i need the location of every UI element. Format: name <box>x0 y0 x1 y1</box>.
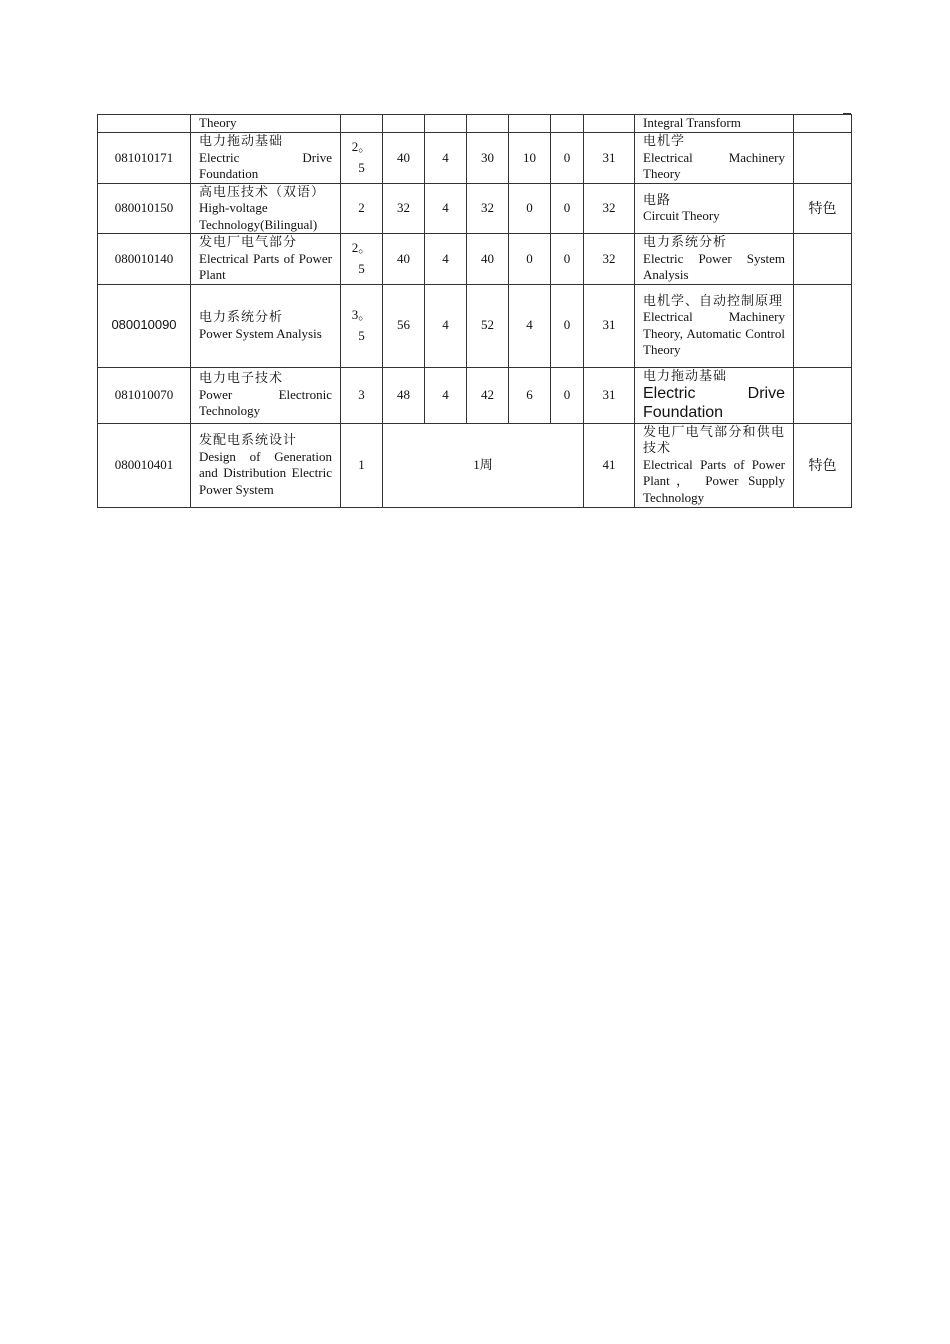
prereq-en: Circuit Theory <box>643 208 720 224</box>
lab-hours: 4 <box>509 284 551 367</box>
prereq-zh: 电机学、自动控制原理 <box>643 292 784 308</box>
practice-hours: 0 <box>551 284 584 367</box>
prereq-cell <box>635 133 794 184</box>
course-name-zh: 发电厂电气部分 <box>199 234 298 249</box>
practice-hours: 0 <box>551 183 584 234</box>
credit-cell <box>341 284 383 367</box>
semester: 31 <box>584 133 635 184</box>
code-cell <box>98 115 191 133</box>
table-row <box>98 234 852 285</box>
credit-cell <box>341 133 383 184</box>
credit-cell: 2 <box>341 183 383 234</box>
prereq-cell <box>635 423 794 507</box>
table-row <box>98 367 852 423</box>
semester: 31 <box>584 367 635 423</box>
credit-value-fraction: 5 <box>358 261 365 277</box>
prereq-zh: 电机学 <box>643 133 686 148</box>
course-code: 081010070 <box>98 367 191 423</box>
lecture-hours: 32 <box>467 183 509 234</box>
note-cell <box>794 234 852 285</box>
course-name-en: Electric Drive Foundation <box>199 149 332 181</box>
table-row <box>98 183 852 234</box>
practice-hours: 0 <box>551 133 584 184</box>
prereq-en: Integral Transform <box>643 115 741 131</box>
lecture-hours: 30 <box>467 133 509 184</box>
prereq-en: Electric Drive Foundation <box>643 385 785 421</box>
prereq-cell <box>635 234 794 285</box>
course-name-cell <box>191 133 341 184</box>
course-name-cell <box>191 284 341 367</box>
credit-value: 2。 <box>351 138 372 154</box>
course-name-en: Theory <box>199 115 237 131</box>
prereq-zh: 电路 <box>643 191 672 207</box>
practice-hours: 0 <box>551 234 584 285</box>
note-cell: 特色 <box>794 183 852 234</box>
prereq-cell <box>635 284 794 367</box>
course-name-zh: 电力电子技术 <box>199 370 284 386</box>
semester: 32 <box>584 183 635 234</box>
course-code: 080010401 <box>98 423 191 507</box>
course-table <box>97 114 852 508</box>
course-name-en: High-voltage Technology(Bilingual) <box>199 200 318 232</box>
table-row <box>98 423 852 507</box>
note-cell: 特色 <box>794 423 852 507</box>
total-hours: 40 <box>383 234 425 285</box>
prereq-zh: 发电厂电气部分和供电技术 <box>643 423 785 456</box>
course-name-cell <box>191 423 341 507</box>
table-row <box>98 284 852 367</box>
course-code: 081010171 <box>98 133 191 184</box>
course-name-zh: 电力系统分析 <box>199 309 284 324</box>
credit-value: 3。 <box>351 306 372 322</box>
semester: 32 <box>584 234 635 285</box>
lab-hours: 10 <box>509 133 551 184</box>
prereq-en: Electric Power System Analysis <box>643 250 785 282</box>
prereq-zh: 电力系统分析 <box>643 234 728 249</box>
weekly-hours: 4 <box>425 183 467 234</box>
lecture-hours: 40 <box>467 234 509 285</box>
prereq-cell <box>635 183 794 234</box>
prereq-zh: 电力拖动基础 <box>643 368 728 383</box>
credit-value-fraction: 5 <box>358 160 365 176</box>
course-name-zh: 发配电系统设计 <box>199 432 298 447</box>
total-hours: 32 <box>383 183 425 234</box>
course-name-zh: 高电压技术（双语） <box>199 183 326 199</box>
weekly-hours: 4 <box>425 284 467 367</box>
table-row <box>98 115 852 133</box>
total-hours: 56 <box>383 284 425 367</box>
credit-cell: 3 <box>341 367 383 423</box>
prereq-en: Electrical Parts of Power Plant， Power Supply Technology <box>643 456 785 505</box>
lab-hours: 6 <box>509 367 551 423</box>
duration-cell: 1周 <box>383 423 584 507</box>
prereq-en: Electrical Machinery Theory <box>643 149 785 181</box>
credit-value: 2。 <box>351 239 372 255</box>
course-name-en: Power Electronic Technology <box>199 386 332 419</box>
course-name-zh: 电力拖动基础 <box>199 133 284 148</box>
course-code: 080010090 <box>98 284 191 367</box>
course-name-en: Electrical Parts of Power Plant <box>199 250 332 282</box>
note-cell <box>794 115 852 133</box>
course-name-cell <box>191 234 341 285</box>
credit-cell: 1 <box>341 423 383 507</box>
note-cell <box>794 367 852 423</box>
lab-hours: 0 <box>509 183 551 234</box>
lecture-hours: 52 <box>467 284 509 367</box>
credit-cell <box>341 234 383 285</box>
prereq-cell <box>635 115 794 133</box>
prereq-en: Electrical Machinery Theory, Automatic Control Theory <box>643 309 785 357</box>
course-code: 080010140 <box>98 234 191 285</box>
course-name-cell <box>191 367 341 423</box>
course-name-en: Design of Generation and Distribution Electric Power System <box>199 448 332 497</box>
note-cell <box>794 284 852 367</box>
course-name-cell <box>191 115 341 133</box>
weekly-hours: 4 <box>425 234 467 285</box>
practice-hours: 0 <box>551 367 584 423</box>
total-hours: 48 <box>383 367 425 423</box>
prereq-cell <box>635 367 794 423</box>
semester: 41 <box>584 423 635 507</box>
total-hours: 40 <box>383 133 425 184</box>
credit-value-fraction: 5 <box>358 328 365 343</box>
lab-hours: 0 <box>509 234 551 285</box>
semester: 31 <box>584 284 635 367</box>
course-name-cell <box>191 183 341 234</box>
lecture-hours: 42 <box>467 367 509 423</box>
note-cell <box>794 133 852 184</box>
course-code: 080010150 <box>98 183 191 234</box>
weekly-hours: 4 <box>425 367 467 423</box>
weekly-hours: 4 <box>425 133 467 184</box>
course-name-en: Power System Analysis <box>199 325 322 341</box>
table-row <box>98 133 852 184</box>
